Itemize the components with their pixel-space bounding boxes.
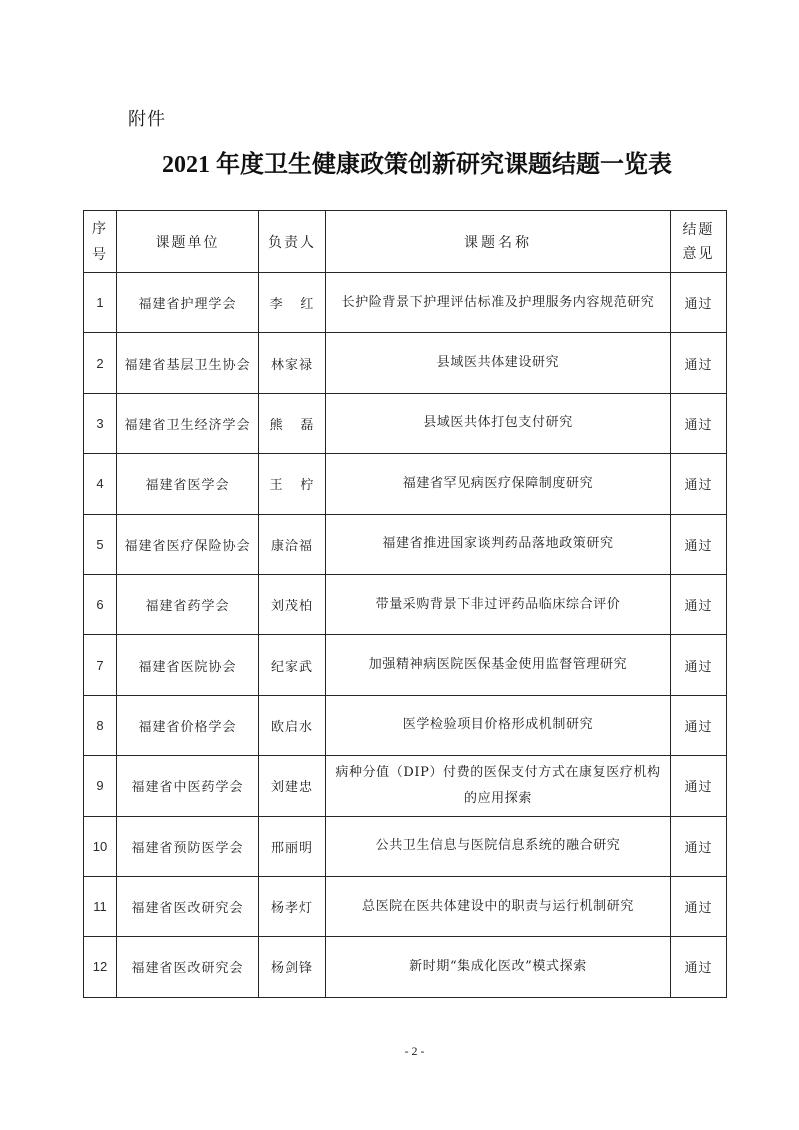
project-name-line: 福建省罕见病医疗保障制度研究 [402,475,594,491]
cell-index: 11 [84,876,117,936]
cell-leader: 邢丽明 [259,816,326,876]
cell-result: 通过 [671,695,727,755]
cell-leader: 杨剑锋 [259,937,326,997]
cell-organization: 福建省医学会 [117,454,259,514]
header-result-line: 结题 [682,221,715,238]
header-project-name: 课题名称 [326,211,671,273]
cell-organization: 福建省中医药学会 [117,756,259,816]
header-result-line: 意见 [682,245,715,262]
cell-project-name [326,635,671,695]
table-row [84,273,727,333]
cell-project-name [326,574,671,634]
attachment-label: 附件 [128,109,166,130]
cell-leader: 熊 磊 [259,393,326,453]
cell-leader: 康洽福 [259,514,326,574]
page-number: - 2 - [404,1044,425,1058]
cell-organization: 福建省卫生经济学会 [117,393,259,453]
project-name-line: 病种分值（DIP）付费的医保支付方式在康复医疗机构 [335,764,661,780]
table-row [84,333,727,393]
cell-leader: 王 柠 [259,454,326,514]
table-row [84,454,727,514]
cell-result: 通过 [671,876,727,936]
cell-result: 通过 [671,756,727,816]
table-row [84,393,727,453]
cell-result: 通过 [671,635,727,695]
header-row [84,211,727,273]
header-result [671,211,727,273]
cell-result: 通过 [671,393,727,453]
cell-leader: 杨孝灯 [259,876,326,936]
project-name-line: 总医院在医共体建设中的职责与运行机制研究 [361,898,634,914]
cell-result: 通过 [671,454,727,514]
cell-index: 8 [84,695,117,755]
cell-index: 5 [84,514,117,574]
project-name-line: 新时期“集成化医改”模式探索 [409,958,587,974]
cell-leader: 李 红 [259,273,326,333]
header-organization: 课题单位 [117,211,259,273]
cell-index: 12 [84,937,117,997]
table-row [84,635,727,695]
cell-index: 10 [84,816,117,876]
cell-project-name [326,333,671,393]
cell-result: 通过 [671,937,727,997]
cell-index: 4 [84,454,117,514]
project-name-line: 的应用探索 [463,790,532,806]
cell-project-name [326,393,671,453]
cell-organization: 福建省基层卫生协会 [117,333,259,393]
table-row [84,756,727,816]
cell-leader: 纪家武 [259,635,326,695]
cell-leader: 刘茂柏 [259,574,326,634]
project-name-line: 县域医共体建设研究 [436,355,560,371]
cell-project-name [326,454,671,514]
cell-index: 3 [84,393,117,453]
cell-organization: 福建省医疗保险协会 [117,514,259,574]
cell-leader: 林家禄 [259,333,326,393]
table-body [84,273,727,998]
cell-project-name [326,756,671,816]
cell-organization: 福建省药学会 [117,574,259,634]
table-row [84,816,727,876]
cell-result: 通过 [671,333,727,393]
cell-project-name [326,273,671,333]
cell-organization: 福建省价格学会 [117,695,259,755]
table-row [84,514,727,574]
cell-organization: 福建省医改研究会 [117,937,259,997]
header-index-line: 号 [92,246,108,263]
project-name-line: 医学检验项目价格形成机制研究 [402,717,594,733]
cell-index: 9 [84,756,117,816]
table-row [84,574,727,634]
project-name-line: 福建省推进国家谈判药品落地政策研究 [382,536,614,552]
page-title: 2021 年度卫生健康政策创新研究课题结题一览表 [162,152,672,178]
cell-project-name [326,816,671,876]
cell-result: 通过 [671,816,727,876]
cell-organization: 福建省预防医学会 [117,816,259,876]
cell-result: 通过 [671,574,727,634]
cell-project-name [326,514,671,574]
cell-result: 通过 [671,514,727,574]
project-name-line: 带量采购背景下非过评药品临床综合评价 [375,596,621,612]
table-row [84,937,727,997]
results-table [83,210,727,998]
header-index-line: 序 [92,220,108,237]
header-index [84,211,117,273]
cell-organization: 福建省医改研究会 [117,876,259,936]
project-name-line: 长护险背景下护理评估标准及护理服务内容规范研究 [341,294,655,310]
cell-project-name [326,695,671,755]
cell-project-name [326,876,671,936]
project-name-line: 加强精神病医院医保基金使用监督管理研究 [368,657,628,673]
table-row [84,876,727,936]
cell-index: 6 [84,574,117,634]
header-leader: 负责人 [259,211,326,273]
cell-leader: 欧启水 [259,695,326,755]
cell-project-name [326,937,671,997]
cell-organization: 福建省护理学会 [117,273,259,333]
cell-index: 1 [84,273,117,333]
cell-leader: 刘建忠 [259,756,326,816]
table-row [84,695,727,755]
project-name-line: 县域医共体打包支付研究 [423,415,573,431]
cell-organization: 福建省医院协会 [117,635,259,695]
project-name-line: 公共卫生信息与医院信息系统的融合研究 [375,838,621,854]
cell-result: 通过 [671,273,727,333]
cell-index: 7 [84,635,117,695]
cell-index: 2 [84,333,117,393]
